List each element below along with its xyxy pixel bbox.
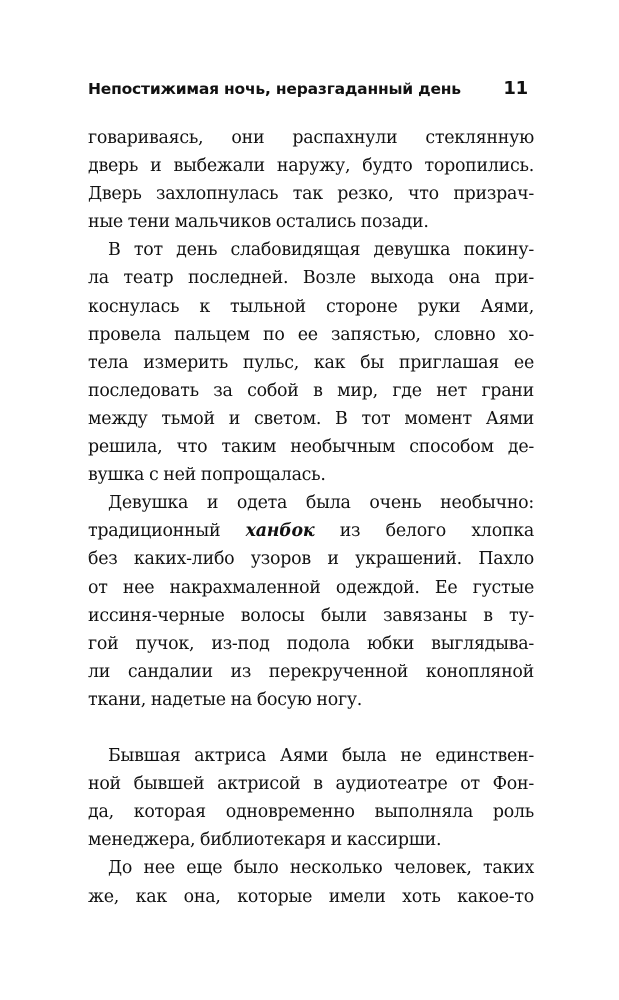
text-line: от нее накрахмаленной одеждой. Ее густые xyxy=(88,577,534,598)
text-line: дверь и выбежали наружу, будто торопились. xyxy=(88,156,534,177)
text-line: менеджера, библиотекаря и кассирши. xyxy=(88,830,442,851)
text-line: ла театр последней. Возле выхода она при- xyxy=(88,268,534,289)
text-line: В тот день слабовидящая девушка покину- xyxy=(108,240,534,261)
running-title: Непостижимая ночь, неразгаданный день xyxy=(88,80,461,98)
text-line: ной бывшей актрисой в аудиотеатре от Фон- xyxy=(88,774,534,795)
text-line: ткани, надетые на босую ногу. xyxy=(88,689,363,710)
text-line: решила, что таким необычным способом де- xyxy=(88,437,534,458)
text-line: без каких-либо узоров и украшений. Пахло xyxy=(88,549,534,570)
text-line: тела измерить пульс, как бы приглашая ее xyxy=(88,352,534,373)
text-line: же, как она, которые имели хоть какое-то xyxy=(88,886,534,907)
text-line: Бывшая актриса Аями была не единствен- xyxy=(108,746,534,767)
text-segment: из белого хлопка xyxy=(314,521,534,542)
text-line: да, которая одновременно выполняла роль xyxy=(88,802,534,823)
text-line: До нее еще было несколько человек, таких xyxy=(108,858,534,879)
emphasized-term: ханбок xyxy=(245,521,315,542)
text-line: последовать за собой в мир, где нет грани xyxy=(88,380,534,401)
text-line: ли сандалии из перекрученной конопляной xyxy=(88,661,534,682)
book-page xyxy=(88,78,534,911)
text-line: иссиня-черные волосы были завязаны в ту- xyxy=(88,605,534,626)
text-line: Девушка и одета была очень необычно: xyxy=(108,493,534,514)
text-line: ные тени мальчиков остались позади. xyxy=(88,212,429,233)
section-break xyxy=(88,714,534,742)
text-line: вушка с ней попрощалась. xyxy=(88,465,326,486)
body-text xyxy=(88,124,534,911)
text-line: гой пучок, из-под подола юбки выглядыва- xyxy=(88,633,534,654)
text-line: говариваясь, они распахнули стеклянную xyxy=(88,128,534,148)
text-line: провела пальцем по ее запястью, словно хо- xyxy=(88,324,534,345)
running-header xyxy=(88,78,534,100)
text-line: между тьмой и светом. В тот момент Аями xyxy=(88,408,534,429)
text-line: коснулась к тыльной стороне руки Аями, xyxy=(88,296,534,317)
page-number: 11 xyxy=(503,78,528,99)
text-segment: традиционный xyxy=(88,521,246,542)
text-line xyxy=(88,517,534,545)
text-line: Дверь захлопнулась так резко, что призрач- xyxy=(88,184,534,205)
